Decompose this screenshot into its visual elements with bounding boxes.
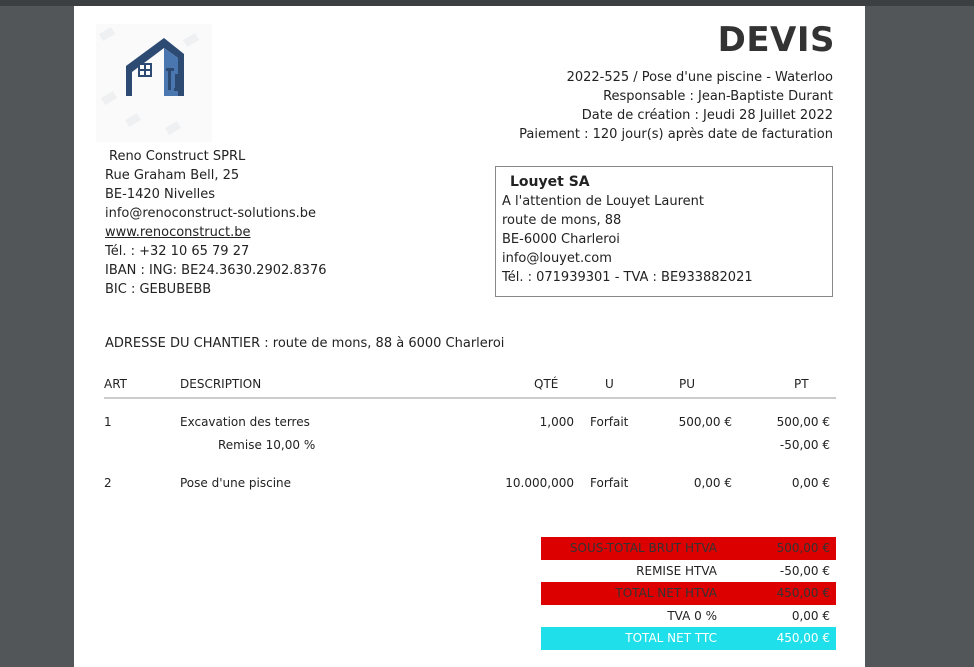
client-street: route de mons, 88 (502, 213, 622, 228)
table-row (104, 466, 836, 499)
client-email: info@louyet.com (502, 251, 612, 266)
quote-page (74, 6, 865, 667)
quote-responsable: Responsable : Jean-Baptiste Durant (603, 89, 833, 104)
client-name: Louyet SA (510, 174, 590, 190)
row-unit: Forfait (590, 415, 629, 429)
header-description: DESCRIPTION (180, 377, 262, 391)
row-quantity: 1,000 (539, 415, 574, 429)
company-city: BE-1420 Nivelles (105, 187, 216, 202)
totals-block (541, 537, 836, 650)
company-email: info@renoconstruct-solutions.be (105, 206, 316, 221)
site-address: ADRESSE DU CHANTIER : route de mons, 88 à 6000 Charleroi (105, 336, 505, 351)
tva-row (541, 605, 836, 628)
row-art: 2 (104, 476, 112, 490)
subtotal-gross-value: 500,00 € (776, 541, 830, 555)
client-city: BE-6000 Charleroi (502, 232, 620, 247)
discount-label: REMISE HTVA (636, 563, 717, 578)
quote-meta (519, 68, 833, 144)
row-description: Excavation des terres (180, 415, 310, 429)
discount-row (541, 560, 836, 583)
row-discount-label: Remise 10,00 % (218, 438, 316, 452)
quote-reference: 2022-525 / Pose d'une piscine - Waterloo (566, 70, 833, 85)
company-info (105, 147, 326, 299)
total-net-htva-row (541, 582, 836, 605)
row-art: 1 (104, 415, 112, 429)
company-phone: Tél. : +32 10 65 79 27 (105, 244, 250, 259)
client-phone-tva: Tél. : 071939301 - TVA : BE933882021 (502, 270, 753, 285)
row-discount-amount: -50,00 € (779, 438, 830, 452)
subtotal-gross-row (541, 537, 836, 560)
row-total-price: 500,00 € (776, 415, 830, 429)
header-unit: U (605, 377, 614, 391)
header-quantity: QTÉ (534, 377, 559, 391)
row-unit-price: 500,00 € (678, 415, 732, 429)
row-unit: Forfait (590, 476, 629, 490)
company-bic: BIC : GEBUBEBB (105, 282, 212, 297)
total-net-htva-value: 450,00 € (776, 586, 830, 600)
items-table (104, 375, 836, 499)
tva-value: 0,00 € (791, 608, 830, 623)
tva-label: TVA 0 % (667, 608, 717, 623)
table-row (104, 405, 836, 438)
quote-payment-terms: Paiement : 120 jour(s) après date de facturation (519, 127, 833, 142)
company-logo (96, 24, 212, 142)
company-street: Rue Graham Bell, 25 (105, 168, 240, 183)
total-net-ttc-value: 450,00 € (776, 631, 830, 645)
table-row-discount (104, 438, 836, 466)
client-attention: A l'attention de Louyet Laurent (502, 194, 704, 209)
header-total-price: PT (794, 377, 809, 391)
discount-value: -50,00 € (779, 563, 830, 578)
row-quantity: 10.000,000 (505, 476, 574, 490)
company-iban: IBAN : ING: BE24.3630.2902.8376 (105, 263, 327, 278)
row-total-price: 0,00 € (791, 476, 830, 490)
total-net-htva-label: TOTAL NET HTVA (615, 586, 717, 600)
total-net-ttc-row (541, 627, 836, 650)
row-description: Pose d'une piscine (180, 476, 292, 490)
row-unit-price: 0,00 € (693, 476, 732, 490)
client-box (495, 166, 833, 297)
header-art: ART (104, 377, 128, 391)
quote-date: Date de création : Jeudi 28 Juillet 2022 (581, 108, 833, 123)
company-name: Reno Construct SPRL (109, 149, 246, 164)
header-unit-price: PU (679, 377, 696, 391)
total-net-ttc-label: TOTAL NET TTC (625, 631, 717, 645)
document-title: DEVIS (717, 20, 835, 60)
company-website-link[interactable]: www.renoconstruct.be (105, 225, 251, 240)
table-header (104, 375, 836, 399)
subtotal-gross-label: SOUS-TOTAL BRUT HTVA (569, 541, 717, 555)
